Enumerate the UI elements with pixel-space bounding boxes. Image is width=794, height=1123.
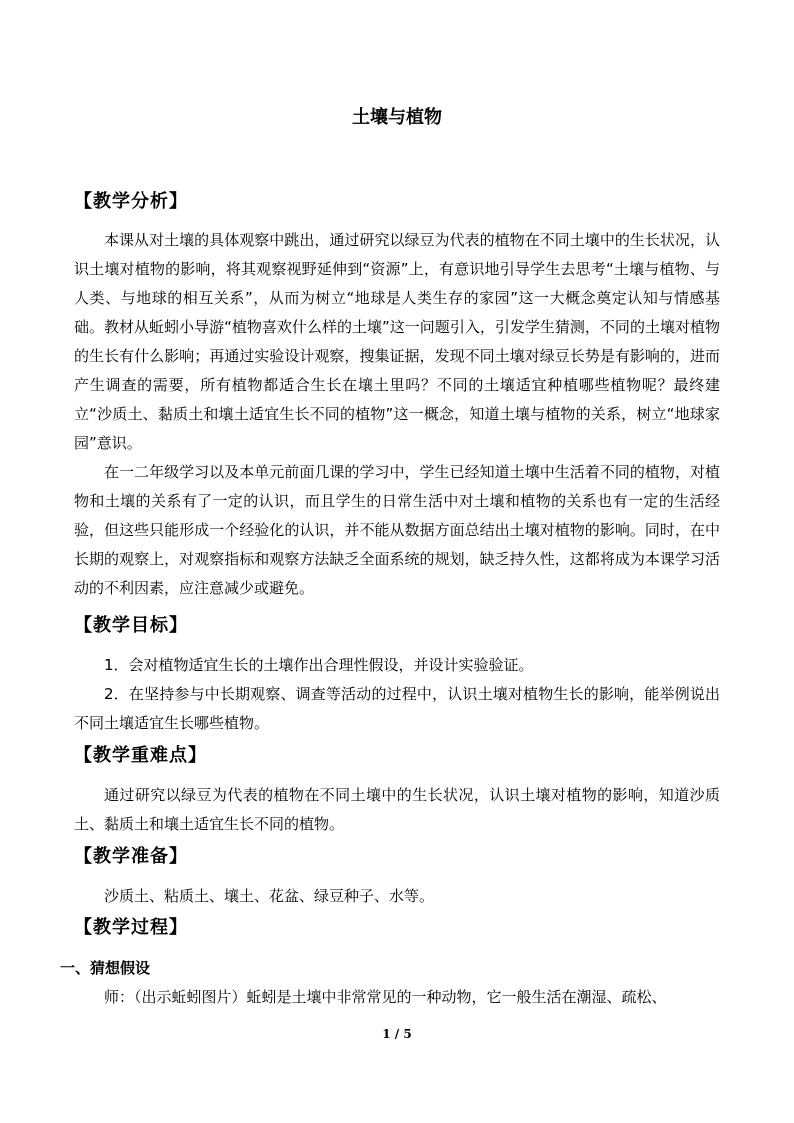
objective-item-1: 1．会对植物适宜生长的土壤作出合理性假设，并设计实验验证。 <box>104 656 534 674</box>
objective-item-2: 2．在坚持参与中长期观察、调查等活动的过程中，认识土壤对植物生长的影响，能举例说出不同土壤适宜生长哪些植物。 <box>74 685 720 732</box>
document-title: 土壤与植物 <box>352 107 442 128</box>
section-heading-process: 【教学过程】 <box>74 917 188 938</box>
key-points-text: 通过研究以绿豆为代表的植物在不同土壤中的生长状况，认识土壤对植物的影响，知道沙质土、黏质土和壤土适宜生长不同的植物。 <box>74 786 720 833</box>
page-number: 1 / 5 <box>382 1027 412 1041</box>
analysis-paragraph-1: 本课从对土壤的具体观察中跳出，通过研究以绿豆为代表的植物在不同土壤中的生长状况，认识土壤对植物的影响，将其观察视野延伸到“资源”上，有意识地引导学生去思考“土壤与植物、与人类、与地球的相互关系”，从而为树立“地球是人类生存的家园”这一大概念奠定认知与情感基础。教材从蚯蚓小导游“植物喜欢什么样的土壤”这一问题引入，引发学生猜测，不同的土壤对植物的生长有什么影响；再通过实验设计观察，搜集证据，发现不同土壤对绿豆长势是有影响的，进而产生调查的需要，所有植物都适合生长在壤土里吗？不同的土壤适宜种植哪些植物呢？最终建立“沙质土、黏质土和壤土适宜生长不同的植物”这一概念，知道土壤与植物的关系，树立“地球家园”意识。 <box>74 231 720 452</box>
section-heading-objectives: 【教学目标】 <box>74 615 188 636</box>
analysis-paragraph-2: 在一二年级学习以及本单元前面几课的学习中，学生已经知道土壤中生活着不同的植物，对植物和土壤的关系有了一定的认识，而且学生的日常生活中对土壤和植物的关系也有一定的生活经验，但这些只能形成一个经验化的认识，并不能从数据方面总结出土壤对植物的影响。同时，在中长期的观察上，对观察指标和观察方法缺乏全面系统的规划，缺乏持久性，这都将成为本课学习活动的不利因素，应注意减少或避免。 <box>74 463 720 597</box>
process-step-1-text: 师：（出示蚯蚓图片）蚯蚓是土壤中非常常见的一种动物，它一般生活在潮湿、疏松、 <box>104 988 667 1006</box>
preparation-text: 沙质土、粘质土、壤土、花盆、绿豆种子、水等。 <box>104 887 435 905</box>
section-heading-key-points: 【教学重难点】 <box>74 745 207 766</box>
section-heading-analysis: 【教学分析】 <box>74 191 188 212</box>
section-heading-preparation: 【教学准备】 <box>74 846 188 867</box>
process-step-1-title: 一、猜想假设 <box>60 959 151 977</box>
